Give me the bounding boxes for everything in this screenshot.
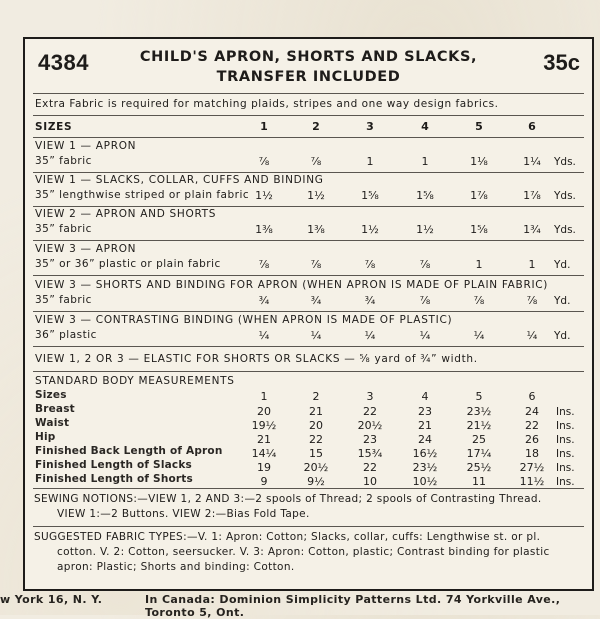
title-line-2: TRANSFER INCLUDED: [216, 69, 401, 85]
yardage-value: ¾: [258, 294, 270, 307]
size-column-header: 6: [528, 120, 536, 133]
measurement-unit: Ins.: [556, 462, 575, 474]
measurement-label: Finished Back Length of Apron: [35, 445, 223, 457]
measurement-value: 9: [260, 475, 268, 488]
measurement-value: 2: [312, 390, 320, 403]
yardage-value: ⅞: [526, 294, 538, 307]
measurement-value: 9½: [307, 475, 325, 488]
yardage-unit: Yds.: [554, 190, 576, 202]
yardage-row-heading: VIEW 1 — SLACKS, COLLAR, CUFFS AND BINDING: [35, 174, 324, 186]
measurement-value: 4: [421, 390, 429, 403]
measurement-value: 23½: [412, 461, 438, 474]
yardage-row-heading: VIEW 2 — APRON AND SHORTS: [35, 208, 217, 220]
yardage-value: ¾: [310, 294, 322, 307]
measurement-value: 1: [260, 390, 268, 403]
measurement-label: Sizes: [35, 389, 67, 401]
measurement-value: 24: [525, 405, 539, 418]
measurement-value: 23: [363, 433, 377, 446]
divider: [33, 115, 584, 116]
measurement-value: 14¼: [251, 447, 277, 460]
yardage-value: 1⅜: [255, 223, 273, 236]
yardage-row-heading: VIEW 3 — CONTRASTING BINDING (WHEN APRON IS MADE OF PLASTIC): [35, 314, 453, 326]
yardage-value: 1⅛: [470, 155, 488, 168]
measurement-value: 22: [309, 433, 323, 446]
measurement-value: 3: [366, 390, 374, 403]
measurement-value: 10½: [412, 475, 438, 488]
measurement-label: Finished Length of Slacks: [35, 459, 192, 471]
measurement-value: 11: [472, 475, 486, 488]
measurement-value: 15¾: [357, 447, 383, 460]
yardage-value: 1: [475, 258, 483, 271]
yardage-value: ⅞: [364, 258, 376, 271]
pattern-price: 35c: [543, 50, 580, 75]
yardage-value: ⅞: [419, 294, 431, 307]
yardage-value: ¼: [258, 329, 270, 342]
yardage-value: ¼: [473, 329, 485, 342]
measurement-unit: Ins.: [556, 476, 575, 488]
yardage-value: 1⅜: [307, 223, 325, 236]
measurement-value: 24: [418, 433, 432, 446]
measurement-value: 21: [257, 433, 271, 446]
measurement-value: 16½: [412, 447, 438, 460]
measurement-value: 27½: [519, 461, 545, 474]
fabric-types-line-2: cotton. V. 2: Cotton, seersucker. V. 3: Apron: Cotton, plastic; Contrast binding for plastic: [57, 546, 550, 558]
divider: [33, 172, 584, 173]
measurement-value: 5: [475, 390, 483, 403]
yardage-row-fabric: 35” fabric: [35, 155, 92, 167]
size-column-header: 1: [260, 120, 268, 133]
measurement-value: 17¼: [466, 447, 492, 460]
divider: [33, 488, 584, 489]
measurement-unit: Ins.: [556, 448, 575, 460]
size-column-header: 2: [312, 120, 320, 133]
yardage-value: 1½: [416, 223, 434, 236]
measurement-value: 22: [363, 461, 377, 474]
yardage-value: ¼: [364, 329, 376, 342]
measurement-value: 20: [309, 419, 323, 432]
measurement-unit: Ins.: [556, 406, 575, 418]
divider: [33, 240, 584, 241]
divider: [33, 93, 584, 94]
yardage-value: ¼: [419, 329, 431, 342]
yardage-value: ¼: [526, 329, 538, 342]
yardage-row-fabric: 35” fabric: [35, 294, 92, 306]
yardage-row-heading: VIEW 3 — APRON: [35, 243, 137, 255]
yardage-row-fabric: 35” or 36” plastic or plain fabric: [35, 258, 221, 270]
yardage-unit: Yds.: [554, 224, 576, 236]
pattern-number: 4384: [38, 50, 89, 75]
yardage-value: 1: [421, 155, 429, 168]
measurement-value: 21: [418, 419, 432, 432]
yardage-value: 1: [366, 155, 374, 168]
yardage-unit: Yd.: [554, 295, 571, 307]
yardage-value: 1: [528, 258, 536, 271]
yardage-value: 1¼: [523, 155, 541, 168]
yardage-value: ⅞: [473, 294, 485, 307]
yardage-value: 1½: [255, 189, 273, 202]
measurement-value: 21: [309, 405, 323, 418]
divider: [33, 346, 584, 347]
divider: [33, 371, 584, 372]
measurement-value: 21½: [466, 419, 492, 432]
measurement-label: Breast: [35, 403, 75, 415]
measurement-unit: Ins.: [556, 420, 575, 432]
measurement-value: 22: [363, 405, 377, 418]
yardage-value: 1⅝: [361, 189, 379, 202]
divider: [33, 137, 584, 138]
measurement-value: 23½: [466, 405, 492, 418]
yardage-row-fabric: 35” lengthwise striped or plain fabric: [35, 189, 250, 201]
yardage-value: 1⅞: [523, 189, 541, 202]
measurement-value: 18: [525, 447, 539, 460]
fabric-types-line-3: apron: Plastic; Shorts and binding: Cotton.: [57, 561, 295, 573]
measurement-value: 15: [309, 447, 323, 460]
footer-address-canada: In Canada: Dominion Simplicity Patterns Ltd. 74 Yorkville Ave., Toronto 5, Ont.: [145, 593, 561, 619]
measurement-value: 19½: [251, 419, 277, 432]
yardage-value: ⅞: [419, 258, 431, 271]
yardage-value: ⅞: [310, 155, 322, 168]
measurements-heading: STANDARD BODY MEASUREMENTS: [35, 375, 235, 387]
sewing-notions-line-1: SEWING NOTIONS:—VIEW 1, 2 AND 3:—2 spools of Thread; 2 spools of Contrasting Thread.: [34, 493, 542, 505]
divider: [33, 526, 584, 527]
yardage-row-heading: VIEW 1 — APRON: [35, 140, 137, 152]
measurement-value: 25½: [466, 461, 492, 474]
yardage-value: 1⅝: [470, 223, 488, 236]
elastic-note: VIEW 1, 2 OR 3 — ELASTIC FOR SHORTS OR SLACKS — ⅝ yard of ¾” width.: [35, 353, 478, 365]
yardage-value: ¼: [310, 329, 322, 342]
size-column-header: 4: [421, 120, 429, 133]
footer-address-ny: w York 16, N. Y.: [0, 593, 103, 606]
size-column-header: 3: [366, 120, 374, 133]
measurement-value: 23: [418, 405, 432, 418]
measurement-value: 26: [525, 433, 539, 446]
divider: [33, 275, 584, 276]
sewing-notions-line-2: VIEW 1:—2 Buttons. VIEW 2:—Bias Fold Tape.: [57, 508, 310, 520]
measurement-label: Waist: [35, 417, 70, 429]
extra-fabric-note: Extra Fabric is required for matching plaids, stripes and one way design fabrics.: [35, 98, 499, 110]
measurement-label: Hip: [35, 431, 56, 443]
yardage-unit: Yd.: [554, 330, 571, 342]
pattern-info-box: [23, 37, 594, 591]
measurement-value: 11½: [519, 475, 545, 488]
yardage-value: 1¾: [523, 223, 541, 236]
measurement-value: 10: [363, 475, 377, 488]
measurement-value: 20½: [303, 461, 329, 474]
yardage-row-fabric: 35” fabric: [35, 223, 92, 235]
measurement-value: 20½: [357, 419, 383, 432]
pattern-title: [25, 47, 592, 87]
fabric-types: [34, 530, 582, 575]
divider: [33, 311, 584, 312]
title-line-1: CHILD'S APRON, SHORTS AND SLACKS,: [139, 49, 478, 65]
size-column-header: 5: [475, 120, 483, 133]
measurement-unit: Ins.: [556, 434, 575, 446]
yardage-value: ¾: [364, 294, 376, 307]
measurement-value: 6: [528, 390, 536, 403]
yardage-value: 1½: [361, 223, 379, 236]
measurement-value: 25: [472, 433, 486, 446]
measurement-label: Finished Length of Shorts: [35, 473, 193, 485]
measurement-value: 22: [525, 419, 539, 432]
sewing-notions: [34, 492, 582, 522]
yardage-unit: Yd.: [554, 259, 571, 271]
yardage-row-heading: VIEW 3 — SHORTS AND BINDING FOR APRON (WHEN APRON IS MADE OF PLAIN FABRIC): [35, 279, 549, 291]
measurement-value: 20: [257, 405, 271, 418]
yardage-value: 1⅞: [470, 189, 488, 202]
measurement-value: 19: [257, 461, 271, 474]
yardage-value: 1⅝: [416, 189, 434, 202]
fabric-types-line-1: SUGGESTED FABRIC TYPES:—V. 1: Apron: Cotton; Slacks, collar, cuffs: Lengthwise st. or pl.: [34, 531, 541, 543]
yardage-value: ⅞: [258, 258, 270, 271]
divider: [33, 206, 584, 207]
yardage-value: 1½: [307, 189, 325, 202]
yardage-unit: Yds.: [554, 156, 576, 168]
sizes-label: SIZES: [35, 121, 73, 133]
yardage-value: ⅞: [310, 258, 322, 271]
yardage-row-fabric: 36” plastic: [35, 329, 97, 341]
yardage-value: ⅞: [258, 155, 270, 168]
